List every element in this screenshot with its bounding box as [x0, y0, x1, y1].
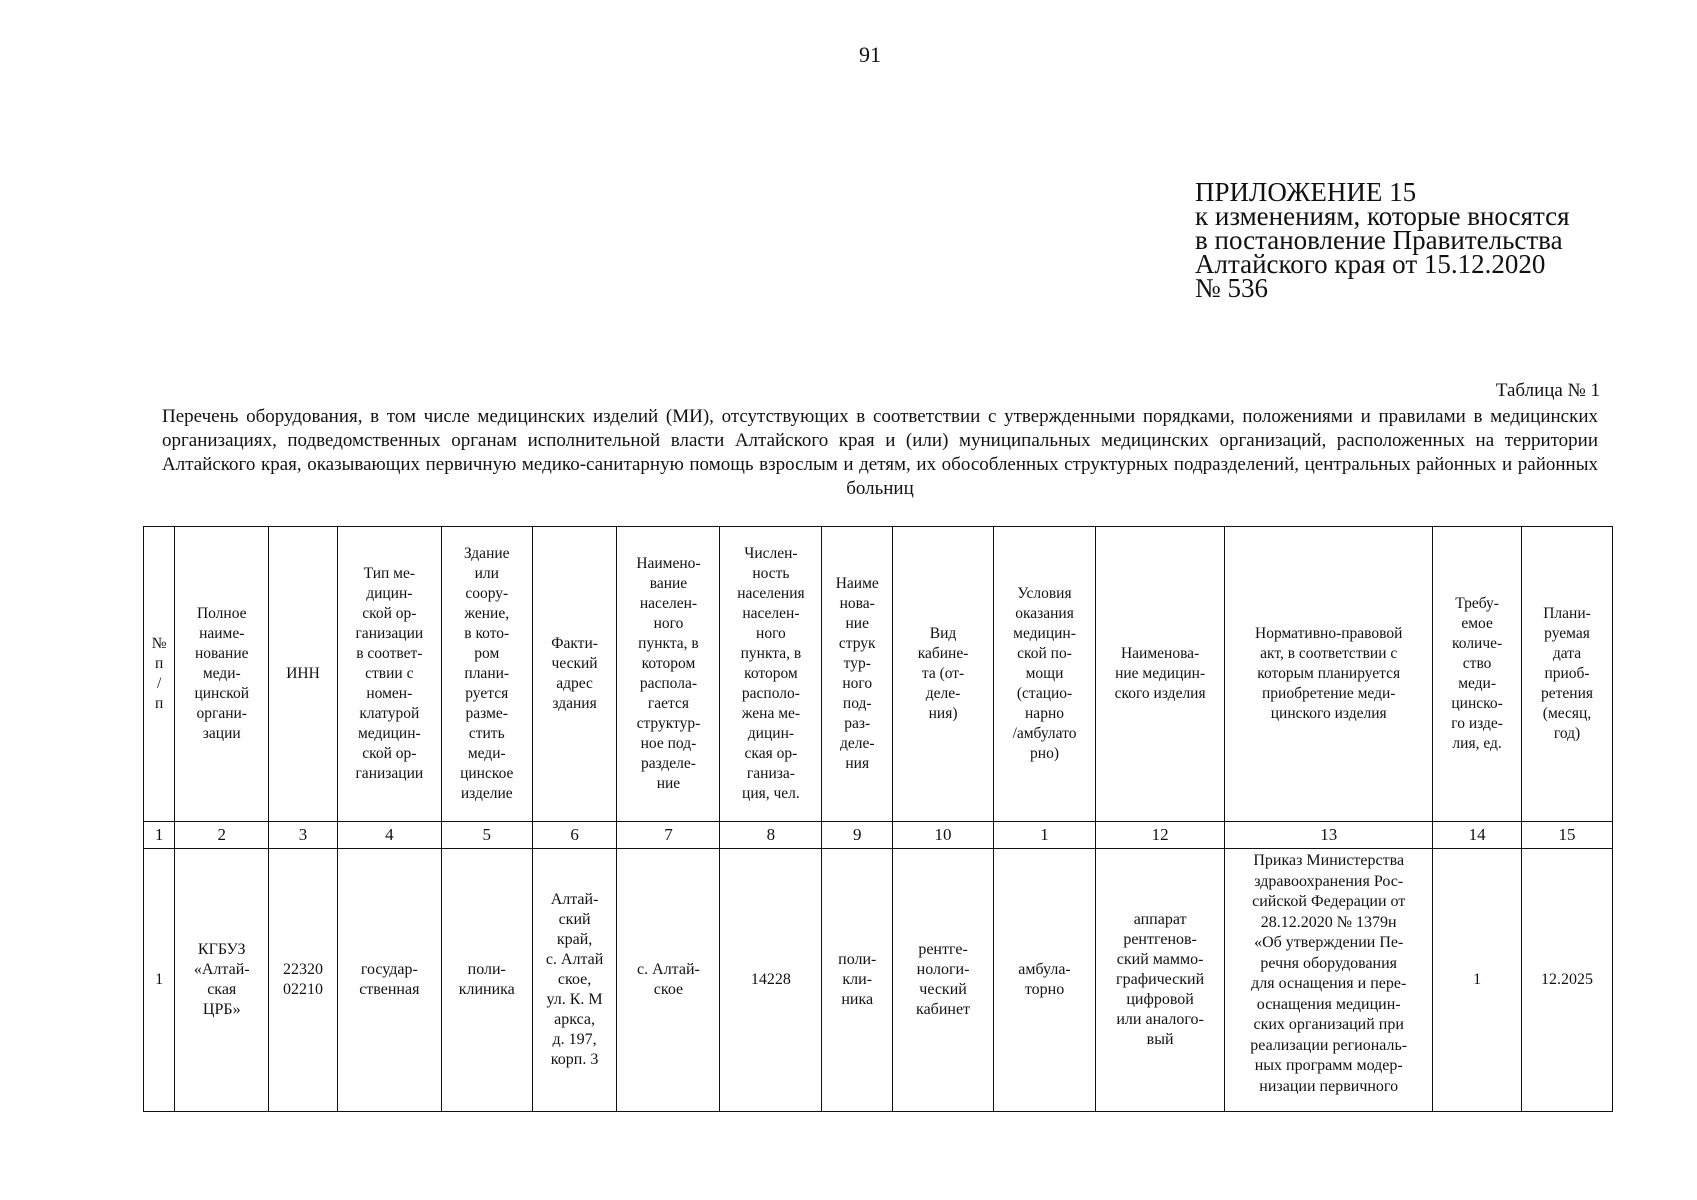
appendix-block [1195, 177, 1615, 303]
column-number: 13 [1225, 822, 1433, 849]
appendix-line: № 536 [1195, 273, 1269, 303]
table-cell: с. Алтай- ское [617, 849, 720, 1112]
column-number: 9 [822, 822, 893, 849]
header-cell: Требу- емое количе- ство меди- цинско- го изде- лия, ед. [1433, 527, 1522, 822]
table-cell: Приказ Министерства здравоохранения Рос- сийской Федерации от 28.12.2020 № 1379н «Об утверждении Пе- речня оборудования для оснащения и пере- оснащения медицин- ских организаций при реализации региональ- ных программ модер- низации первичного [1225, 849, 1433, 1112]
equipment-table [143, 526, 1613, 1112]
table-cell: 1 [144, 849, 175, 1112]
table-cell: 12.2025 [1522, 849, 1613, 1112]
column-number: 5 [441, 822, 532, 849]
header-cell: Тип ме- дицин- ской ор- ганизации в соответ- ствии с номен- клатурой медицин- ской ор- ганизации [337, 527, 441, 822]
table-cell: амбула- торно [994, 849, 1096, 1112]
table-cell: поли- кли- ника [822, 849, 893, 1112]
header-cell: Наиме нова- ние струк тур- ного под- раз- деле- ния [822, 527, 893, 822]
column-number: 6 [532, 822, 617, 849]
appendix-line: Алтайского края от 15.12.2020 [1195, 249, 1546, 279]
table-cell: 1 [1433, 849, 1522, 1112]
table-cell: рентге- нологи- ческий кабинет [893, 849, 994, 1112]
header-cell: Наименова- ние медицин- ского изделия [1096, 527, 1225, 822]
table-number: Таблица № 1 [1495, 380, 1600, 401]
table-row [144, 849, 1613, 1112]
header-cell: Нормативно-правовой акт, в соответствии с которым планируется приобретение меди- цинского изделия [1225, 527, 1433, 822]
header-cell: Здание или соору- жение, в кото- ром плани- руется разме- стить меди- цинское изделие [441, 527, 532, 822]
header-cell: Числен- ность населения населен- ного пункта, в котором располо- жена ме- дицин- ская ор- ганиза- ция, чел. [720, 527, 822, 822]
table-cell: аппарат рентгенов- ский маммо- графический цифровой или аналого- вый [1096, 849, 1225, 1112]
table-cell: Алтай- ский край, с. Алтай ское, ул. К. М аркса, д. 197, корп. 3 [532, 849, 617, 1112]
header-cell: Факти- ческий адрес здания [532, 527, 617, 822]
column-number: 4 [337, 822, 441, 849]
header-cell: Вид кабине- та (от- деле- ния) [893, 527, 994, 822]
table-cell: 14228 [720, 849, 822, 1112]
column-number: 14 [1433, 822, 1522, 849]
page-number: 91 [859, 42, 881, 67]
header-row [144, 527, 1613, 822]
appendix-line: в постановление Правительства [1195, 225, 1563, 255]
table-cell: государ- ственная [337, 849, 441, 1112]
column-number: 12 [1096, 822, 1225, 849]
table-cell: 22320 02210 [269, 849, 338, 1112]
document-title: Перечень оборудования, в том числе медицинских изделий (МИ), отсутствующих в соответствии с утвержденными порядками, положениями и правилами в медицинских организациях, подведомственных органам исполнительной власти Алтайского края и (или) муниципальных медицинских организаций, расположенных на территории Алтайского края, оказывающих первичную медико-санитарную помощь взрослым и детям, их обособленных структурных подразделений, центральных районных и районных больниц [162, 406, 1598, 499]
header-cell: Полное наиме- нование меди- цинской органи- зации [175, 527, 269, 822]
column-number: 2 [175, 822, 269, 849]
column-number: 1 [144, 822, 175, 849]
column-number: 1 [994, 822, 1096, 849]
appendix-line: к изменениям, которые вносятся [1195, 201, 1570, 231]
appendix-title: ПРИЛОЖЕНИЕ 15 [1195, 177, 1417, 207]
header-cell: ИНН [269, 527, 338, 822]
header-cell: № п / п [144, 527, 175, 822]
column-number: 7 [617, 822, 720, 849]
column-number-row [144, 822, 1613, 849]
table-cell: поли- клиника [441, 849, 532, 1112]
column-number: 15 [1522, 822, 1613, 849]
table-cell: КГБУЗ «Алтай- ская ЦРБ» [175, 849, 269, 1112]
column-number: 10 [893, 822, 994, 849]
column-number: 8 [720, 822, 822, 849]
header-cell: Наимено- вание населен- ного пункта, в котором распола- гается структур- ное под- разделе- ние [617, 527, 720, 822]
header-cell: Условия оказания медицин- ской по- мощи (стацио- нарно /амбулато рно) [994, 527, 1096, 822]
header-cell: Плани- руемая дата приоб- ретения (месяц, год) [1522, 527, 1613, 822]
column-number: 3 [269, 822, 338, 849]
